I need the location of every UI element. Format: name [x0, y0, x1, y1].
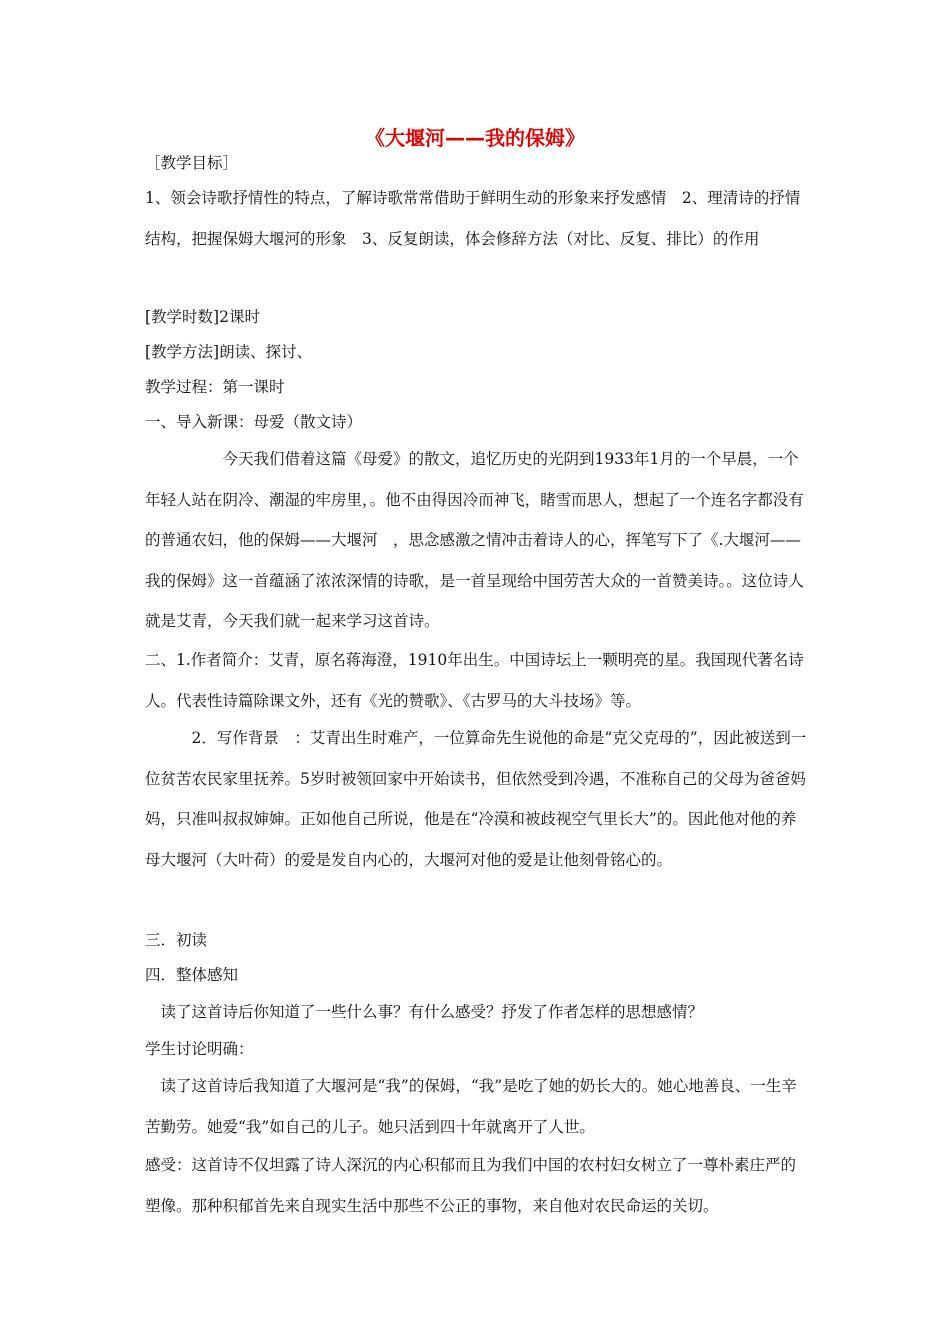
section-overall-perception: 四．整体感知	[145, 966, 239, 984]
document-title: 《大堰河——我的保姆》	[365, 126, 585, 150]
teaching-process: 教学过程：第一课时	[145, 378, 285, 396]
author-intro-paragraph: 二、1.作者简介：艾青，原名蒋海澄，1910年出生。中国诗坛上一颗明亮的星。我国现代著名诗人。代表性诗篇除课文外，还有《光的赞歌》、《古罗马的大斗技场》等。	[145, 651, 804, 710]
teaching-methods: [教学方法]朗读、探讨、	[145, 343, 313, 361]
section-intro-heading: 一、导入新课：母爱（散文诗）	[145, 413, 363, 431]
discussion-label: 学生讨论明确：	[145, 1040, 254, 1058]
intro-paragraph: 今天我们借着这篇《母爱》的散文，追忆历史的光阴到1933年1月的一个早晨，一个年轻人站在阴冷、潮湿的牢房里，。他不由得因冷而神飞，睹雪而思人，想起了一个连名字都没有的普通农妇，他的保姆——大堰河 ，思念感激之情冲击着诗人的心，挥笔写下了《.大堰河——我的保姆》这一首蕴涵了浓浓深情的诗歌，是一首呈现给中国劳苦大众的一首赞美诗。。这位诗人就是艾青，今天我们就一起来学习这首诗。	[145, 450, 804, 630]
feeling-paragraph: 感受：这首诗不仅坦露了诗人深沉的内心积郁而且为我们中国的农村妇女树立了一尊朴素庄严的塑像。那种积郁首先来自现实生活中那些不公正的事物，来自他对农民命运的关切。	[145, 1156, 797, 1215]
section-first-reading: 三．初读	[145, 931, 208, 949]
objectives-paragraph: 1、领会诗歌抒情性的特点，了解诗歌常常借助于鲜明生动的形象来抒发感情 2、理清诗的抒情结构，把握保姆大堰河的形象 3、反复朗读，体会修辞方法（对比、反复、排比）的作用	[145, 189, 801, 248]
section-heading-objectives: ［教学目标］	[145, 154, 239, 172]
background-paragraph: 2．写作背景 ：艾青出生时难产，一位算命先生说他的命是“克父克母的”，因此被送到一位贫苦农民家里抚养。5岁时被领回家中开始读书，但依然受到冷遇，不准称自己的父母为爸爸妈妈，只准叫叔叔婶婶。正如他自己所说，他是在“冷漠和被歧视空气里长大”的。因此他对他的养母大堰河（大叶荷）的爱是发自内心的，大堰河对他的爱是让他刻骨铭心的。	[145, 729, 807, 869]
discussion-paragraph: 读了这首诗后我知道了大堰河是“我”的保姆，“我”是吃了她的奶长大的。她心地善良、一生辛苦勤劳。她爱“我”如自己的儿子。她只活到四十年就离开了人世。	[145, 1077, 797, 1136]
teaching-hours: [教学时数]2课时	[145, 308, 260, 326]
question-paragraph: 读了这首诗后你知道了一些什么事？有什么感受？抒发了作者怎样的思想感情？	[145, 1003, 704, 1021]
